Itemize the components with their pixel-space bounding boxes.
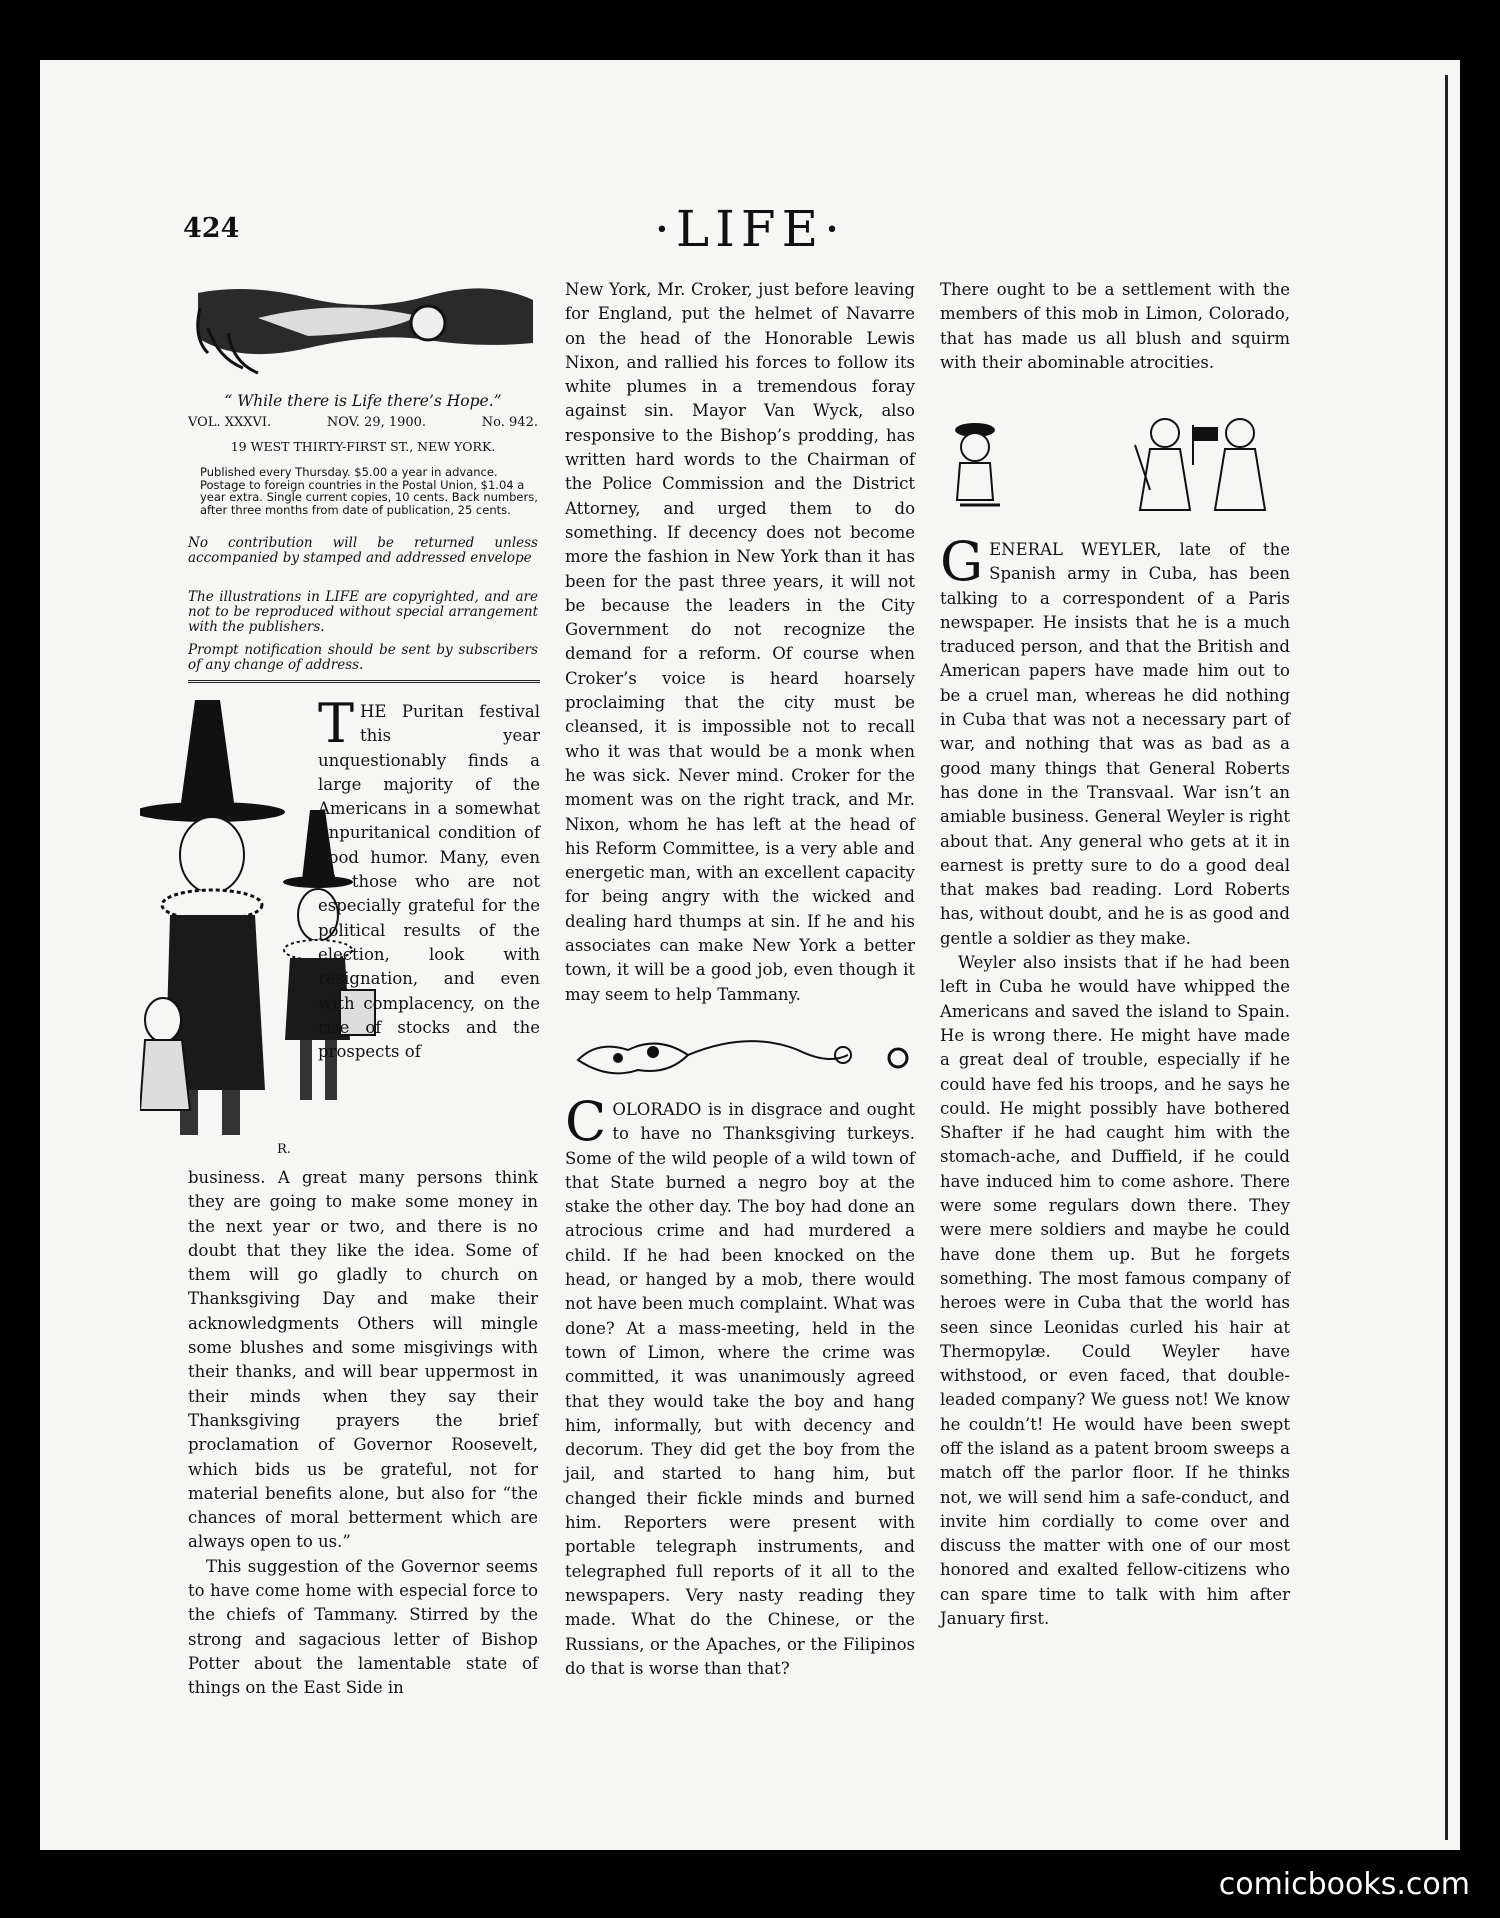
puritan-lead-text: HE Puritan festival this year unquestionably finds a large majority of the Americans in a somewhat unpuritanical condition of good humor. Many, even of those who are not especially grateful for the political results of the election, look with resignation, and even with complacency, on the rise of stocks and the prospects of <box>318 702 540 1062</box>
address-change-notice: Prompt notification should be sent by subscribers of any change of address. <box>188 642 538 673</box>
page-number: 424 <box>183 213 240 244</box>
weyler-soldiers-illustration <box>935 405 1280 520</box>
column-3-text <box>940 278 1290 375</box>
dropcap-g: G <box>940 530 984 593</box>
dropcap-c: C <box>565 1090 607 1153</box>
divider-rule <box>188 680 540 683</box>
weyler-article <box>940 530 1290 1631</box>
masthead-title: ·LIFE· <box>654 200 846 258</box>
colorado-article <box>565 1090 915 1681</box>
column-1-text <box>188 1166 538 1701</box>
copyright-notice: The illustrations in LIFE are copyrighted, and are not to be reproduced without special arrangement with the publishers. <box>188 589 538 635</box>
dropcap-t: T <box>318 692 355 755</box>
masthead-motto: “ While there is Life there’s Hope.” <box>224 392 502 410</box>
issue-date: NOV. 29, 1900. <box>326 415 427 430</box>
weyler-p1-text: ENERAL WEYLER, late of the Spanish army in Cuba, has been talking to a correspondent of a Paris newspaper. He insists that he is a much traduced person, and that the British and American papers have made him out to be a cruel man, whereas he did nothing in Cuba that was not a necessary part of war, and nothing that was as bad as a good many things that General Roberts has done in the Transvaal. War isn’t an amiable business. General Weyler is right about that. Any general who gets at it in earnest is pretty sure to do a good deal that makes bad reading. Lord Roberts has, without doubt, and he is as good and gentle a soldier as they make. <box>940 540 1290 948</box>
puritan-article-continued: business. A great many persons think they are going to make some money in the next year or two, and there is no doubt that they like the idea. Some of them will go gladly to church on Thanksgiving Day and make their acknowledgments Others will mingle some blushes and some misgivings with their thanks, and will bear uppermost in their minds when they say their Thanksgiving prayers the brief proclamation of Governor Roosevelt, which bids us be grateful, not for material benefits alone, but also for “the chances of moral betterment which are always open to us.” <box>188 1168 538 1552</box>
weyler-paragraph-1 <box>940 530 1290 951</box>
masthead-banner-illustration <box>188 278 538 378</box>
limon-paragraph: There ought to be a settlement with the members of this mob in Limon, Colorado, that has made us all blush and squirm with their abominable atrocities. <box>940 280 1290 372</box>
weyler-paragraph-2: Weyler also insists that if he had been left in Cuba he would have whipped the Americans and saved the island to Spain. He is wrong there. He might have made a great deal of trouble, especially if he could have fed his troops, and he says he could. He might possibly have bothered Shafter if he had caught him with the stomach-ache, and Duffield, if he could have induced him to come ashore. There were some regulars down there. They were mere soldiers and maybe he could have done them up. But he forgets something. The most famous company of heroes were in Cuba that the world has seen since Leonidas curled his hair at Thermopylæ. Could Weyler have withstood, or even faced, that double-leaded company? We guess not! We know he couldn’t! He would have been swept off the island as a patent broom sweeps a match off the parlor floor. If he thinks not, we will send him a safe-conduct, and invite him cordially to come over and discuss the matter with one of our most honored and exalted fellow-citizens who can spare time to talk with him after January first. <box>940 953 1290 1629</box>
gutter-rule <box>1445 75 1448 1840</box>
contribution-notice: No contribution will be returned unless accompanied by stamped and addressed envelope <box>188 535 538 566</box>
volume-number: VOL. XXXVI. <box>188 415 272 430</box>
site-watermark: comicbooks.com <box>1218 1867 1470 1902</box>
column-2-text <box>565 278 915 1007</box>
artist-signature: R. <box>277 1142 291 1157</box>
volume-line <box>188 415 538 430</box>
governor-paragraph: This suggestion of the Governor seems to have come home with especial force to the chiefs of Tammany. Stirred by the strong and sagacious letter of Bishop Potter about the lamentable state of things on the East Side in <box>188 1556 538 1698</box>
issue-number: No. 942. <box>481 415 538 430</box>
publisher-address: 19 WEST THIRTY-FIRST ST., NEW YORK. <box>230 439 496 454</box>
colorado-text: OLORADO is in disgrace and ought to have no Thanksgiving turkeys. Some of the wild people of a wild town of that State burned a negro boy at the stake the other day. The boy had done an atrocious crime and had murdered a child. If he had been knocked on the head, or hanged by a mob, there would not have been much complaint. What was done? At a mass-meeting, held in the town of Limon, where the crime was committed, it was unanimously agreed that they would take the boy and hang him, informally, but with decency and decorum. They did get the boy from the jail, and started to hang him, but changed their fickle minds and burned him. Reporters were present with portable telegraph instruments, and telegraphed full reports of it all to the newspapers. Very nasty reading they made. What do the Chinese, or the Russians, or the Apaches, or the Filipinos do that is worse than that? <box>565 1100 915 1678</box>
croker-paragraph: New York, Mr. Croker, just before leaving for England, put the helmet of Navarre on the head of the Honorable Lewis Nixon, and rallied his forces to follow its white plumes in a tremendous foray against sin. Mayor Van Wyck, also responsive to the Bishop’s prodding, has written hard words to the Chairman of the Police Commission and the District Attorney, and urged them to do something. If decency does not become more the fashion in New York than it has been for the past three years, it will not be because the leaders in the City Government do not recognize the demand for a reform. Of course when Croker’s voice is heard hoarsely proclaiming that the city must be cleansed, it is impossible not to recall who it was that would be a monk when he was sick. Never mind. Croker for the moment was on the right track, and Mr. Nixon, whom he has left at the head of his Reform Committee, is a very able and energetic man, with an excellent capacity for being angry with the wicked and dealing hard thumps at sin. If he and his associates can make New York a better town, it will be a good job, even though it may seem to help Tammany. <box>565 280 915 1004</box>
subscription-notice: Published every Thursday. $5.00 a year in advance. Postage to foreign countries in the Postal Union, $1.04 a year extra. Single current copies, 10 cents. Back numbers, after three months from date of publication, 25 cents. <box>200 465 538 517</box>
puritan-article-lead <box>318 692 540 1064</box>
dog-chasing-illustration <box>568 1020 918 1090</box>
